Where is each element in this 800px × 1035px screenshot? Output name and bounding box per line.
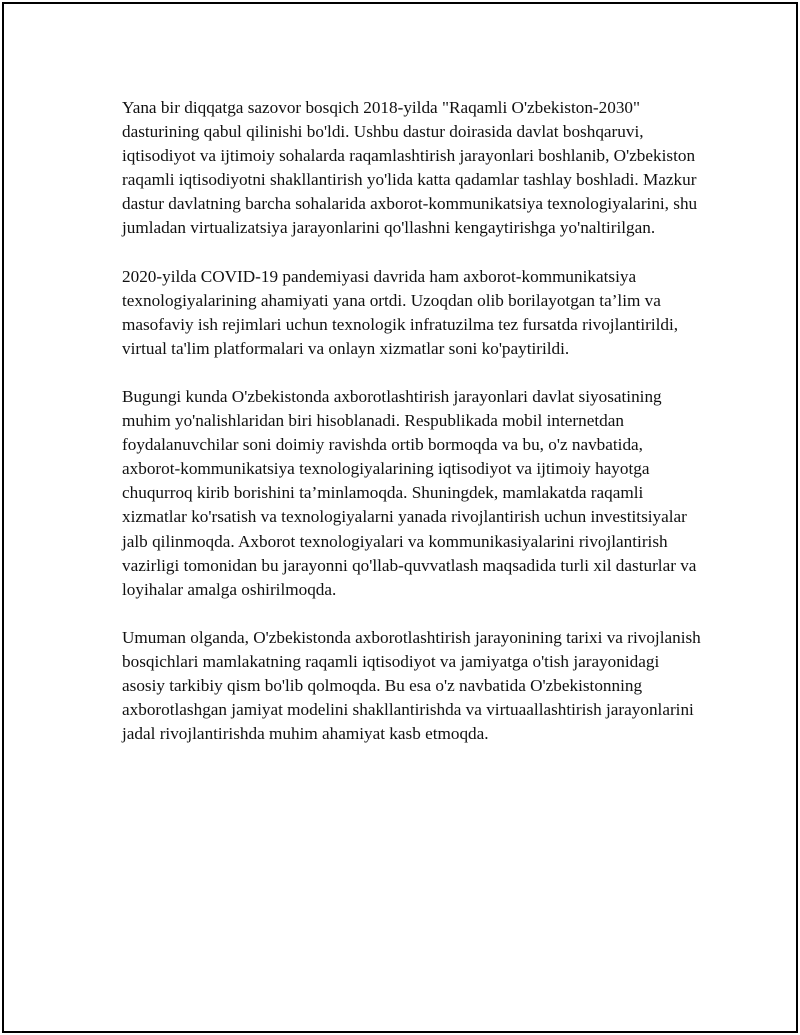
paragraph-1: Yana bir diqqatga sazovor bosqich 2018-yilda "Raqamli O'zbekiston-2030" dasturining qabul qilinishi bo'ldi. Ushbu dastur doirasida davlat boshqaruvi, iqtisodiyot va ijtimoiy sohalarda raqamlashtirish jarayonlari boshlanib, O'zbekiston raqamli iqtisodiyotni shakllantirish yo'lida katta qadamlar tashlay boshladi. Mazkur dastur davlatning barcha sohalarida axborot-kommunikatsiya texnologiyalarini, shu jumladan virtualizatsiya jarayonlarini qo'llashni kengaytirishga yo'naltirilgan. xyxy=(122,98,698,238)
paragraph-3: Bugungi kunda O'zbekistonda axborotlashtirish jarayonlari davlat siyosatining muhim yo'nalishlaridan biri hisoblanadi. Respublikada mobil internetdan foydalanuvchilar soni doimiy ravishda ortib bormoqda va bu, o'z navbatida, axborot-kommunikatsiya texnologiyalarining iqtisodiyot va ijtimoiy hayotga chuqurroq kirib borishini ta’minlamoqda. Shuningdek, mamlakatda raqamli xizmatlar ko'rsatish va texnologiyalarni yanada rivojlantirish uchun investitsiyalar jalb qilinmoqda. Axborot texnologiyalari va kommunikasiyalarini rivojlantirish vazirligi tomonidan bu jarayonni qo'llab-quvvatlash maqsadida turli xil dasturlar va loyihalar amalga oshirilmoqda. xyxy=(122,386,697,599)
page-frame xyxy=(2,2,798,1033)
paragraph-4: Umuman olganda, O'zbekistonda axborotlashtirish jarayonining tarixi va rivojlanish bosqichlari mamlakatning raqamli iqtisodiyot va jamiyatga o'tish jarayonidagi asosiy tarkibiy qism bo'lib qolmoqda. Bu esa o'z navbatida O'zbekistonning axborotlashgan jamiyat modelini shakllantirishda va virtuaallashtirish jarayonlarini jadal rivojlantirishda muhim ahamiyat kasb etmoqda. xyxy=(122,627,701,744)
document-body xyxy=(122,96,702,770)
paragraph-2: 2020-yilda COVID-19 pandemiyasi davrida ham axborot-kommunikatsiya texnologiyalarining ahamiyati yana ortdi. Uzoqdan olib borilayotgan ta’lim va masofaviy ish rejimlari uchun texnologik infratuzilma tez fursatda rivojlantirildi, virtual ta'lim platformalari va onlayn xizmatlar soni ko'paytirildi. xyxy=(122,266,679,358)
